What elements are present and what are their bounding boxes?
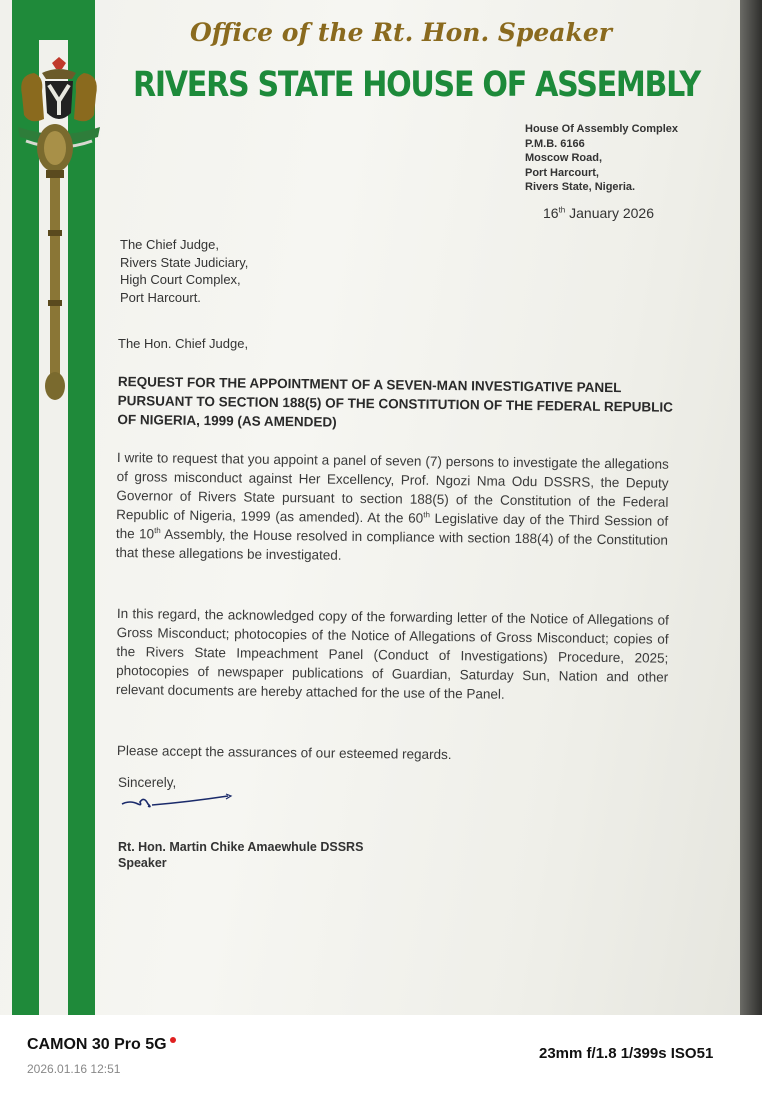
- address-line: Port Harcourt,: [525, 166, 599, 179]
- camera-datetime: 2026.01.16 12:51: [27, 1062, 121, 1076]
- address-line: House Of Assembly Complex: [525, 123, 679, 135]
- recipient-address: [120, 236, 248, 306]
- body-paragraph-1: [116, 448, 669, 569]
- recipient-line: Rivers State Judiciary,: [120, 254, 249, 270]
- signer-name: Rt. Hon. Martin Chike Amaewhule DSSRS: [118, 840, 364, 854]
- table-edge-shadow: [740, 0, 762, 1015]
- recipient-line: The Chief Judge,: [120, 237, 220, 252]
- p1-sup-2: th: [154, 525, 161, 536]
- mace-icon: [28, 120, 83, 410]
- p1-text-b: Legislative day of the Third Session of the 10: [115, 510, 669, 542]
- camera-model-text: CAMON 30 Pro 5G: [27, 1036, 167, 1053]
- signer-title: Speaker: [118, 856, 167, 870]
- p1-text-c: Assembly, the House resolved in compliance with section 188(4) of the Constitution that these allegations be investigated.: [115, 526, 669, 563]
- p1-sup-1: th: [423, 510, 430, 520]
- camera-specs: 23mm f/1.8 1/399s ISO51: [539, 1045, 714, 1062]
- letter-date: [543, 205, 654, 221]
- subject-heading: REQUEST FOR THE APPOINTMENT OF A SEVEN-MAN INVESTIGATIVE PANEL PURSUANT TO SECTION 188(5) OF THE CONSTITUTION OF THE FEDERAL REPUBLIC OF NIGERIA, 1999 (AS AMENDED): [117, 373, 673, 430]
- closing-sincerely: Sincerely,: [118, 775, 177, 790]
- date-rest: January 2026: [565, 205, 654, 221]
- address-line: Rivers State, Nigeria.: [525, 181, 636, 193]
- body-paragraph-3: Please accept the assurances of our esteemed regards.: [116, 742, 452, 763]
- recipient-line: Port Harcourt.: [120, 289, 201, 305]
- sender-address: [525, 122, 678, 195]
- recipient-line: High Court Complex,: [120, 272, 241, 287]
- address-line: P.M.B. 6166: [525, 137, 585, 150]
- handwritten-signature: [118, 786, 238, 816]
- p1-text-a: I write to request that you appoint a panel of seven (7) persons to investigate the allegations of gross misconduct against Her Excellency, Prof. Ngozi Nma Odu DSSRS, the Deputy Governor of Rivers State pursuant to section 188(5) of the Constitution of the Federal Republic of Nigeria, 1999 (as amended). At the 60: [116, 449, 669, 526]
- camera-model: [27, 1036, 176, 1054]
- camera-dot-icon: [170, 1037, 176, 1043]
- assembly-title: RIVERS STATE HOUSE OF ASSEMBLY: [133, 65, 700, 105]
- office-title: Office of the Rt. Hon. Speaker: [190, 18, 612, 47]
- date-day: 16: [543, 205, 559, 221]
- address-line: Moscow Road,: [525, 152, 603, 164]
- body-paragraph-2: In this regard, the acknowledged copy of the forwarding letter of the Notice of Allegations of Gross Misconduct; photocopies of the Notice of Allegations of Gross Misconduct; copies of the Rivers State Impeachment Panel (Conduct of Investigations) Procedure, 2025; photocopies of newspaper publications of Guardian, Saturday Sun, Nation and other relevant documents are hereby attached for the use of the Panel.: [115, 605, 669, 702]
- date-suffix: th: [558, 205, 566, 215]
- salutation: The Hon. Chief Judge,: [118, 336, 249, 351]
